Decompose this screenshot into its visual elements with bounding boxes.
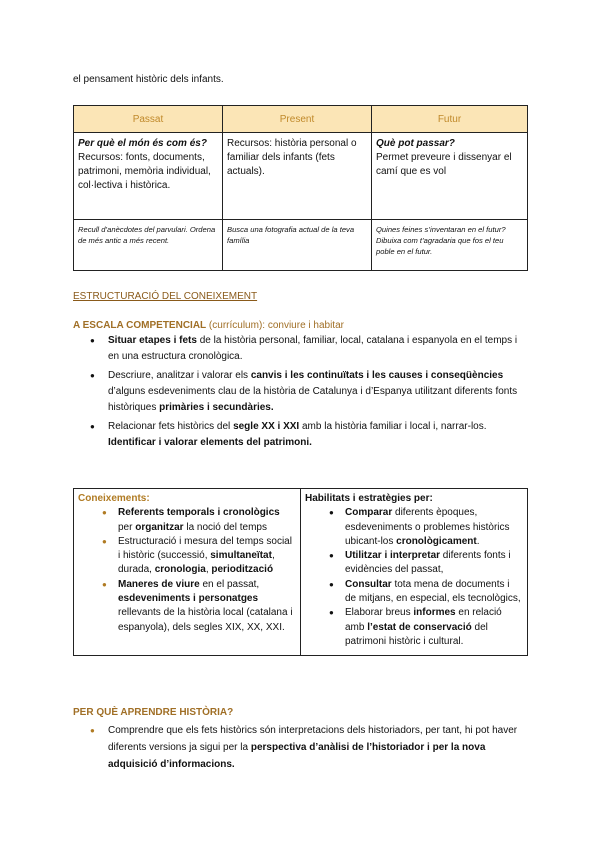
knowledge-title: Coneixements: [78,493,150,504]
list-item [305,606,523,649]
bold-text: Consultar [345,578,392,590]
text: amb la història familiar i local i, narrar-los. [299,421,487,432]
text: Estructuració i mesura del temps social i històric (successió, [118,535,292,562]
cell-futur-activity [372,220,528,271]
table-row [74,220,528,271]
text: Relacionar fets històrics del [108,421,234,432]
knowledge-skills-table [73,488,528,656]
time-table [73,105,528,271]
bold-text: primàries i secundàries. [159,402,274,413]
list-item [305,578,523,607]
header-passat: Passat [74,106,223,133]
bold-text: Maneres de viure [118,578,200,590]
skills-list [305,506,523,649]
section-heading-why-history: PER QUÈ APRENDRE HISTÒRIA? [73,707,234,718]
text: Elaborar breus [345,607,414,619]
list-item [73,368,529,416]
text: , [205,564,212,576]
bold-text: Utilitzar i interpretar [345,550,441,562]
bold-text: simultaneïtat [210,550,272,562]
passat-question: Per què el món és com és? [78,138,207,149]
list-item [73,722,529,773]
knowledge-list [78,506,296,635]
text: la noció del temps [183,521,267,533]
text: d’alguns esdeveniments clau de la història de Catalunya i d’Espanya utilitzant diferents fonts històriques [108,386,518,413]
table-header-row [74,106,528,133]
why-history-list [73,722,529,773]
bold-text: Comparar [345,507,393,519]
cell-passat-activity: Recull d’anècdotes del parvulari. Ordena de més antic a més recent. [74,220,223,271]
knowledge-cell [74,489,301,656]
intro-text: el pensament històric dels infants. [73,74,224,85]
section-heading-competential [73,320,344,331]
present-resources: Recursos: història personal o familiar dels infants (fets actuals). [227,138,357,177]
list-item [305,506,523,549]
text: Descriure, analitzar i valorar els [108,370,251,381]
table-row [74,133,528,220]
bold-text: cronologia [154,564,206,576]
text: tota mena de documents i de mitjans, en especial, els tecnològics, [345,578,521,605]
bold-text: cronològicament [396,535,477,547]
bold-text: canvis i les continuïtats i les causes i conseqüències [250,370,504,381]
cell-present-resources [223,133,372,220]
list-item [73,419,529,451]
skills-cell [301,489,528,656]
bold-text: esdeveniments i personatges [118,593,259,605]
text: Comprendre que els fets històrics són interpretacions dels historiadors, per tant, hi pot haver diferents versions ja sigui per la [108,725,518,753]
list-item [305,549,523,578]
header-present: Present [223,106,372,133]
bold-text: Situar etapes i fets [108,335,197,346]
list-item [78,535,296,578]
passat-resources: Recursos: fonts, documents, patrimoni, memòria individual, col·lectiva i històrica. [78,152,211,191]
bold-text: l’estat de conservació [367,621,472,633]
list-item [78,506,296,535]
bold-text: segle XX i XXI [233,421,300,432]
list-item [78,578,296,635]
futur-question: Què pot passar? [376,138,455,149]
list-item [73,333,529,365]
header-futur: Futur [372,106,528,133]
text: de la història personal, familiar, local, catalana i espanyola en el temps i en una estructura cronològica. [108,335,518,362]
competential-subtitle: (currículum): conviure i habitar [206,320,344,331]
bold-text: perspectiva d’anàlisi de l’historiador i per la nova adquisició d’informacions. [108,742,486,770]
text: . [476,535,480,547]
cell-present-activity: Busca una fotografia actual de la teva família [223,220,372,271]
text: del patrimoni històric i cultural. [345,621,488,647]
futur-resources: Permet preveure i dissenyar el camí que es vol [376,152,512,177]
futur-activity-draw: Dibuixa com t’agradaria que fos el teu poble en el futur. [376,236,504,256]
bold-text: Identificar i valorar elements del patrimoni. [108,437,312,448]
text: rellevants de la història local (catalana i espanyola), dels segles XIX, XX, XXI. [118,607,293,633]
section-heading-structure: ESTRUCTURACIÓ DEL CONEIXEMENT [73,291,258,302]
competential-title: A ESCALA COMPETENCIAL [73,320,207,331]
text: en el passat, [199,578,260,590]
text: , durada, [118,550,275,576]
bold-text: organitzar [135,521,184,533]
text: en relació amb [345,607,502,633]
bold-text: Referents temporals i cronològics [118,507,280,519]
cell-passat-resources [74,133,223,220]
text: diferents èpoques, esdeveniments o problemes històrics ubicant-los [345,507,510,547]
text: diferents fonts i evidències del passat, [345,550,511,576]
skills-title: Habilitats i estratègies per: [305,493,433,504]
text: per [118,521,136,533]
table-row [74,489,528,656]
futur-activity-question: Quines feines s’inventaran en el futur? [376,225,506,234]
bold-text: informes [413,607,456,619]
cell-futur-resources [372,133,528,220]
bold-text: periodització [211,564,274,576]
competential-list [73,333,529,454]
